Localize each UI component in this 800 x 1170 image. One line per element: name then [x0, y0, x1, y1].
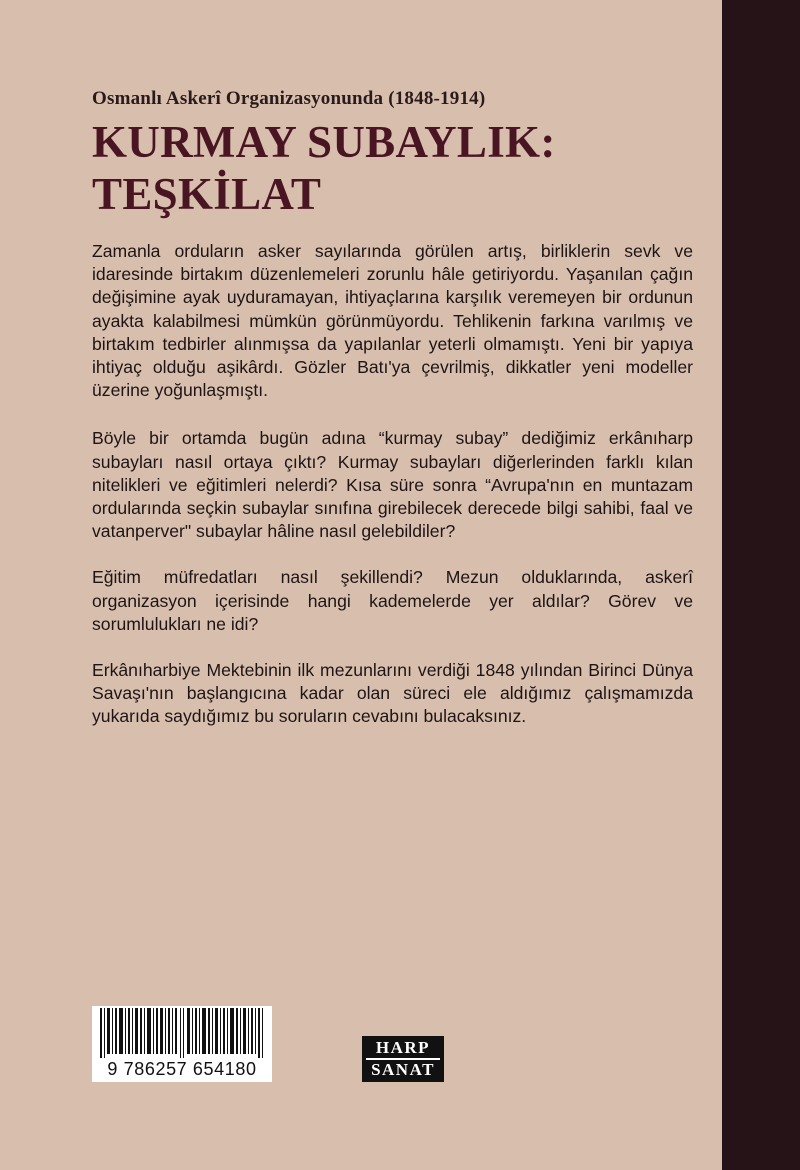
isbn-barcode — [92, 1006, 272, 1082]
book-subtitle: Osmanlı Askerî Organizasyonunda (1848-1914) — [92, 88, 486, 109]
blurb-paragraph-3: Eğitim müfredatları nasıl şekillendi? Mezun olduklarında, askerî organizasyon içerisinde hangi kademelerde yer aldılar? Görev ve sorumlulukları ne idi? — [92, 567, 693, 634]
publisher-logo-line-1: HARP — [375, 1038, 431, 1057]
publisher-logo — [362, 1036, 444, 1082]
book-spine — [722, 0, 800, 1170]
book-title — [92, 116, 712, 220]
publisher-logo-line-2: SANAT — [371, 1060, 435, 1079]
blurb-paragraph-2: Böyle bir ortamda bugün adına “kurmay subay” dediğimiz erkânıharp subayları nasıl ortaya çıktı? Kurmay subayları diğerlerinden farklı kılan nitelikleri ve eğitimleri nelerdi? Kısa süre sonra “Avrupa'nın en muntazam ordularında seçkin subaylar sınıfına girebilecek derecede bilgi sahibi, faal ve vatanperver" subaylar hâline nasıl gelebildiler? — [92, 428, 693, 542]
back-cover-blurb — [92, 240, 693, 752]
blurb-paragraph-4: Erkânıharbiye Mektebinin ilk mezunlarını verdiği 1848 yılından Birinci Dünya Savaşı'nın başlangıcına kadar olan süreci ele aldığımız çalışmamızda yukarıda saydığımız bu soruların cevabını bulacaksınız. — [92, 660, 693, 727]
blurb-paragraph-1: Zamanla orduların asker sayılarında görülen artış, birliklerin sevk ve idaresinde birtakım düzenlemeleri zorunlu hâle getiriyordu. Yaşanılan çağın değişimine ayak uyduramayan, ihtiyaçlarına karşılık veremeyen bir ordunun ayakta kalabilmesi mümkün görünmüyordu. Tehlikenin farkına varılmış ve birtakım tedbirler alınmışsa da yapılanlar yeterli olmamıştı. Yeni bir yapıya ihtiyaç olduğu aşikârdı. Gözler Batı'ya çevrilmiş, dikkatler yeni modeller üzerine yoğunlaşmıştı. — [92, 241, 693, 401]
barcode-bars — [98, 1008, 266, 1058]
book-title-line-2: TEŞKİLAT — [92, 169, 322, 219]
isbn-number: 9 786257 654180 — [107, 1059, 257, 1079]
book-title-line-1: KURMAY SUBAYLIK: — [92, 117, 556, 167]
